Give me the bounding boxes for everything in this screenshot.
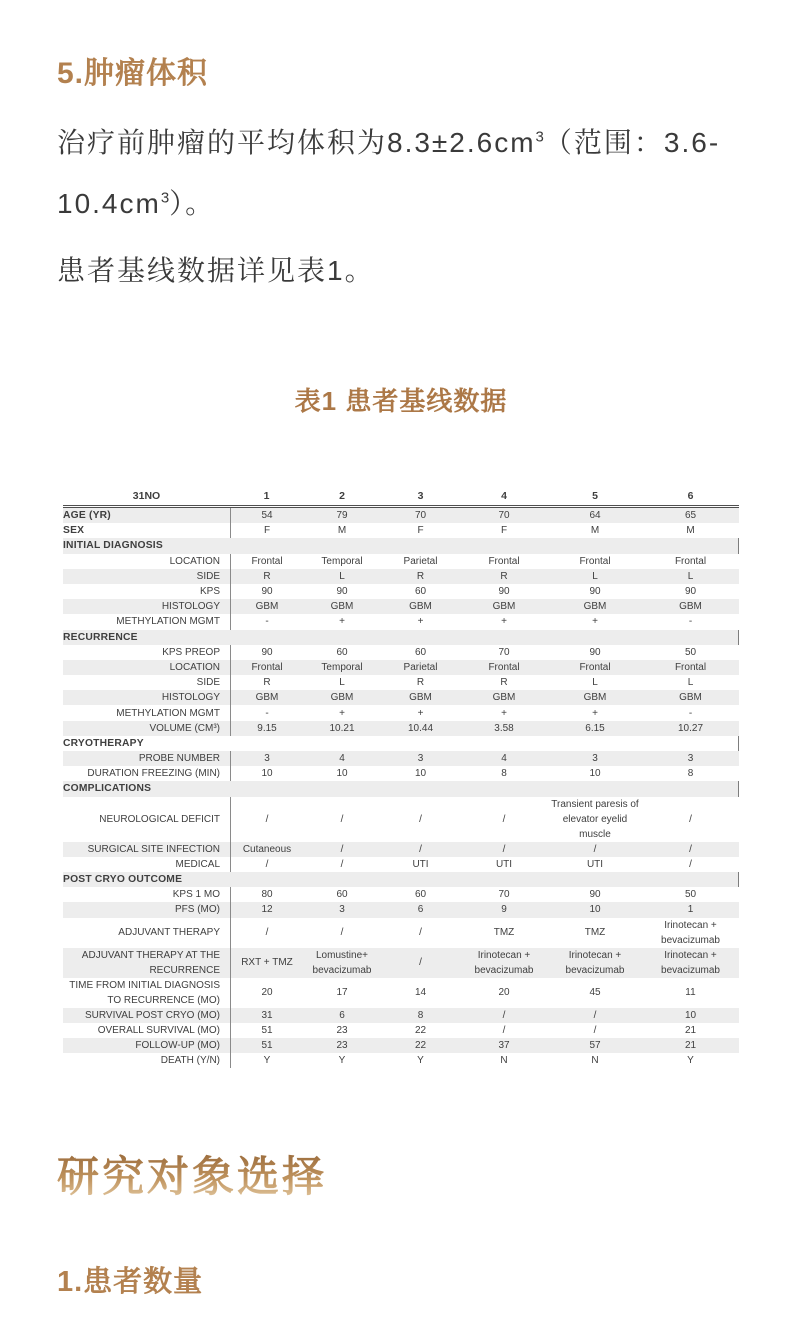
table-cell: 50 xyxy=(684,889,697,901)
table-cell: L xyxy=(687,570,694,582)
row-label: SURVIVAL POST CRYO (MO) xyxy=(84,1009,220,1021)
table-cell: / xyxy=(689,843,692,855)
table-cell: + xyxy=(339,616,345,628)
table-row xyxy=(63,736,739,751)
table-cell: 70 xyxy=(498,510,510,522)
table-cell: GBM xyxy=(679,692,702,704)
table-row xyxy=(63,857,739,872)
table-cell: / xyxy=(230,857,303,872)
table-cell: Frontal xyxy=(230,554,303,569)
row-label: AGE (YR) xyxy=(63,510,111,522)
paragraph-table-reference: 患者基线数据详见表1。 xyxy=(57,255,375,286)
table-cell: Frontal xyxy=(488,661,520,673)
table-cell: 22 xyxy=(414,1039,427,1051)
table-cell: 20 xyxy=(498,987,510,998)
table-cell: Y xyxy=(230,1053,303,1068)
table-cell: M xyxy=(337,525,347,537)
table-cell: Parietal xyxy=(403,661,438,673)
table-cell: 90 xyxy=(589,586,601,598)
table-row xyxy=(63,675,739,690)
table-row xyxy=(63,569,739,584)
table-cell: 90 xyxy=(230,584,303,599)
table-cell: 70 xyxy=(498,646,510,658)
row-label: HISTOLOGY xyxy=(161,692,220,704)
table-cell: GBM xyxy=(492,692,516,704)
table-row xyxy=(63,797,739,842)
table-cell: + xyxy=(417,616,424,628)
table-header-label: 31NO xyxy=(132,489,161,502)
table-cell: Irinotecan + bevacizumab xyxy=(661,919,720,946)
row-label: METHYLATION MGMT xyxy=(116,707,220,719)
row-label: SIDE xyxy=(196,570,220,582)
table-cell: 90 xyxy=(589,646,601,658)
table-row xyxy=(63,1008,739,1023)
row-label: SURGICAL SITE INFECTION xyxy=(87,843,220,855)
row-label: ADJUVANT THERAPY xyxy=(118,927,220,938)
table-cell: / xyxy=(419,927,422,938)
table-cell: 51 xyxy=(230,1023,303,1038)
table-cell: 60 xyxy=(336,646,348,658)
section-heading-patient-count: 1.患者数量 xyxy=(57,1266,204,1299)
table-cell: 22 xyxy=(414,1024,427,1036)
table-cell: / xyxy=(340,843,344,855)
row-label: ADJUVANT THERAPY AT THE RECURRENCE xyxy=(81,949,220,976)
table-cell: 3 xyxy=(687,753,694,765)
table-cell: 3 xyxy=(417,753,424,765)
table-cell: 14 xyxy=(414,987,427,998)
table-cell: R xyxy=(500,570,508,582)
table-cell: 10 xyxy=(589,904,601,916)
row-label: HISTOLOGY xyxy=(161,601,220,613)
column-header: 5 xyxy=(592,489,598,502)
table-cell: Frontal xyxy=(674,661,707,673)
table-cell: 9.15 xyxy=(230,721,303,736)
table-cell: 23 xyxy=(336,1039,348,1051)
table-cell: Temporal xyxy=(321,661,363,673)
row-label: FOLLOW-UP (MO) xyxy=(135,1039,220,1051)
table-cell: Frontal xyxy=(488,555,520,567)
table-cell: 70 xyxy=(498,889,510,901)
table-cell: Frontal xyxy=(230,660,303,675)
table-cell: GBM xyxy=(230,599,303,614)
table-cell: / xyxy=(689,813,692,825)
row-label: METHYLATION MGMT xyxy=(116,616,220,628)
table-cell: / xyxy=(502,1024,506,1036)
table-cell: Irinotecan + bevacizumab xyxy=(661,949,720,976)
row-label: POST CRYO OUTCOME xyxy=(63,874,183,886)
table-cell: L xyxy=(687,677,694,689)
row-label: COMPLICATIONS xyxy=(63,783,152,795)
table-cell: / xyxy=(593,843,597,855)
table-cell: 4 xyxy=(339,753,345,765)
table-cell: 37 xyxy=(498,1039,510,1051)
table-cell: R xyxy=(230,569,303,584)
table-row xyxy=(63,630,739,645)
table-cell: 64 xyxy=(589,510,601,522)
table-row xyxy=(63,584,739,599)
table-cell: - xyxy=(688,616,693,628)
paragraph-text: 治疗前肿瘤的平均体积为8.3±2.6cm xyxy=(57,127,536,158)
baseline-table xyxy=(63,487,739,1068)
row-label: KPS xyxy=(199,586,220,598)
table-row xyxy=(63,508,739,523)
table-cell: 60 xyxy=(414,586,427,598)
table-cell: Frontal xyxy=(579,661,611,673)
table-cell: 3 xyxy=(592,753,598,765)
table-cell: Irinotecan + bevacizumab xyxy=(474,949,534,976)
table-cell: - xyxy=(230,614,303,629)
table-cell: 50 xyxy=(684,646,697,658)
table-cell: 31 xyxy=(230,1008,303,1023)
column-header: 1 xyxy=(263,489,270,502)
table-cell: 8 xyxy=(687,768,694,780)
table-cell: 23 xyxy=(336,1024,348,1036)
column-header: 4 xyxy=(501,489,507,502)
table-row xyxy=(63,538,739,553)
table-cell: 45 xyxy=(589,987,601,998)
table-cell: GBM xyxy=(409,601,432,613)
table-cell: 54 xyxy=(230,508,303,523)
table-cell: 10 xyxy=(589,768,601,780)
table-cell: R xyxy=(416,677,425,689)
table-cell: 10.21 xyxy=(329,722,355,734)
table-row xyxy=(63,842,739,857)
row-label: OVERALL SURVIVAL (MO) xyxy=(97,1024,220,1036)
table-cell: UTI xyxy=(586,858,604,870)
table-cell: 20 xyxy=(230,978,303,1008)
row-label: SEX xyxy=(63,525,85,537)
superscript: 3 xyxy=(535,128,544,146)
table-cell: GBM xyxy=(330,601,354,613)
table-cell: GBM xyxy=(583,601,607,613)
chapter-heading-study-subject-selection: 研究对象选择 xyxy=(57,1152,745,1204)
table-cell: 90 xyxy=(336,586,348,598)
table-cell: + xyxy=(417,707,424,719)
table-cell: Frontal xyxy=(579,555,611,567)
table-cell: + xyxy=(592,616,598,628)
table-cell: 79 xyxy=(336,510,348,522)
table-cell: + xyxy=(592,707,598,719)
table-cell: TMZ xyxy=(584,927,606,938)
table-cell: 10 xyxy=(414,768,427,780)
table-cell: UTI xyxy=(412,858,429,870)
table-cell: / xyxy=(419,843,422,855)
table-cell: 60 xyxy=(414,889,427,901)
table-row xyxy=(63,918,739,948)
table-row xyxy=(63,978,739,1008)
table-cell: 51 xyxy=(230,1038,303,1053)
row-label: KPS PREOP xyxy=(162,646,220,658)
table-cell: F xyxy=(500,525,508,537)
table-cell: / xyxy=(502,843,506,855)
table-cell: 1 xyxy=(687,904,694,916)
row-label: DURATION FREEZING (MIN) xyxy=(87,768,220,780)
table-row xyxy=(63,645,739,660)
row-label: MEDICAL xyxy=(175,858,220,870)
table-row xyxy=(63,721,739,736)
table-cell: Parietal xyxy=(403,555,438,567)
table-cell: GBM xyxy=(230,690,303,705)
table-cell: M xyxy=(686,525,695,537)
row-label: PROBE NUMBER xyxy=(138,753,220,765)
table-cell: Y xyxy=(417,1055,424,1067)
table-row xyxy=(63,1023,739,1038)
table-row xyxy=(63,660,739,675)
table-cell: 10.44 xyxy=(407,722,434,734)
table-row xyxy=(63,690,739,705)
table-cell: 90 xyxy=(230,645,303,660)
table-cell: Lomustine+ bevacizumab xyxy=(312,949,372,976)
table-row xyxy=(63,1038,739,1053)
table-cell: N xyxy=(591,1055,599,1067)
table-cell: + xyxy=(501,707,507,719)
table-cell: 6 xyxy=(339,1009,345,1021)
row-label: LOCATION xyxy=(169,555,220,567)
table-row xyxy=(63,599,739,614)
row-label: SIDE xyxy=(196,677,220,689)
table-row xyxy=(63,781,739,796)
table-cell: 70 xyxy=(414,510,427,522)
table-cell: 90 xyxy=(498,586,510,598)
table-title: 表1 患者基线数据 xyxy=(294,386,508,416)
row-label: VOLUME (CM³) xyxy=(149,722,220,734)
table-cell: M xyxy=(590,525,600,537)
table-cell: 60 xyxy=(336,889,348,901)
table-row xyxy=(63,523,739,538)
table-cell: / xyxy=(230,797,303,842)
baseline-table-body xyxy=(63,508,739,1068)
table-cell: 21 xyxy=(684,1039,697,1051)
row-label: INITIAL DIAGNOSIS xyxy=(63,540,163,552)
table-cell: / xyxy=(593,1009,597,1021)
table-cell: 9 xyxy=(501,904,507,916)
table-cell: Y xyxy=(687,1055,694,1067)
table-cell: GBM xyxy=(679,601,702,613)
table-cell: 17 xyxy=(336,987,348,998)
table-cell: + xyxy=(501,616,507,628)
table-cell: Cutaneous xyxy=(230,842,303,857)
table-cell: 4 xyxy=(501,753,507,765)
table-cell: GBM xyxy=(409,692,432,704)
table-cell: 80 xyxy=(230,887,303,902)
table-cell: 21 xyxy=(684,1024,697,1036)
superscript: 3 xyxy=(160,189,170,207)
row-label: KPS 1 MO xyxy=(172,889,220,901)
table-cell: L xyxy=(592,570,598,582)
table-cell: 3.58 xyxy=(494,722,514,734)
table-cell: Transient paresis of elevator eyelid muscle xyxy=(551,798,639,840)
table-cell: / xyxy=(340,858,344,870)
column-header: 2 xyxy=(339,489,345,502)
table-cell: 3 xyxy=(230,751,303,766)
table-cell: 8 xyxy=(417,1009,424,1021)
table-row xyxy=(63,614,739,629)
table-cell: / xyxy=(502,813,506,825)
table-cell: 6.15 xyxy=(585,722,605,734)
table-cell: + xyxy=(339,707,345,719)
table-cell: / xyxy=(502,1009,506,1021)
column-header: 3 xyxy=(417,489,424,502)
table-cell: 10 xyxy=(684,1009,697,1021)
table-cell: L xyxy=(339,570,345,582)
table-row xyxy=(63,705,739,720)
table-cell: 12 xyxy=(230,902,303,917)
row-label: RECURRENCE xyxy=(63,631,138,643)
table-cell: 65 xyxy=(684,510,697,522)
table-cell: 3 xyxy=(339,904,345,916)
table-cell: / xyxy=(689,858,692,870)
table-row xyxy=(63,766,739,781)
paragraph-tumor-volume xyxy=(57,112,745,234)
table-row xyxy=(63,872,739,887)
row-label: CRYOTHERAPY xyxy=(63,737,144,749)
table-cell: RXT + TMZ xyxy=(230,948,303,978)
table-cell: GBM xyxy=(330,692,354,704)
table-cell: 10 xyxy=(230,766,303,781)
table-cell: Y xyxy=(338,1055,346,1067)
table-cell: GBM xyxy=(583,692,607,704)
table-row xyxy=(63,887,739,902)
table-cell: GBM xyxy=(492,601,516,613)
table-cell: / xyxy=(340,813,344,825)
table-cell: 90 xyxy=(684,586,697,598)
table-cell: Irinotecan + bevacizumab xyxy=(565,949,625,976)
table-row xyxy=(63,948,739,978)
table-cell: R xyxy=(416,570,425,582)
row-label: NEUROLOGICAL DEFICIT xyxy=(99,813,220,825)
table-cell: - xyxy=(230,705,303,720)
table-cell: 8 xyxy=(501,768,507,780)
table-cell: 10.27 xyxy=(677,722,704,734)
table-row xyxy=(63,902,739,917)
table-cell: R xyxy=(500,677,508,689)
row-label: LOCATION xyxy=(169,661,220,673)
table-cell: 60 xyxy=(414,646,427,658)
table-cell: 90 xyxy=(589,889,601,901)
table-cell: / xyxy=(419,957,422,968)
table-cell: F xyxy=(417,525,424,537)
table-cell: N xyxy=(500,1055,508,1067)
table-row xyxy=(63,1053,739,1068)
table-row xyxy=(63,554,739,569)
table-row xyxy=(63,751,739,766)
table-cell: - xyxy=(688,707,693,719)
table-cell: UTI xyxy=(495,858,513,870)
row-label: DEATH (Y/N) xyxy=(160,1055,220,1067)
table-cell: 11 xyxy=(685,987,696,998)
table-cell: / xyxy=(340,927,344,938)
table-cell: L xyxy=(339,677,345,689)
table-cell: F xyxy=(230,523,303,538)
table-cell: Temporal xyxy=(321,555,363,567)
row-label: TIME FROM INITIAL DIAGNOSIS TO RECURRENCE (MO) xyxy=(69,979,220,1006)
table-cell: 57 xyxy=(589,1039,601,1051)
section-heading-tumor-volume: 5.肿瘤体积 xyxy=(57,57,209,90)
row-label: PFS (MO) xyxy=(175,904,220,916)
column-header: 6 xyxy=(687,489,694,502)
paragraph-text: ）。 xyxy=(169,188,216,219)
table-cell: / xyxy=(593,1024,597,1036)
table-cell: TMZ xyxy=(493,927,515,938)
table-cell: 6 xyxy=(417,904,424,916)
paragraph-text: （范围：3.6-10.4cm xyxy=(57,127,721,219)
table-cell: R xyxy=(230,675,303,690)
table-cell: L xyxy=(592,677,598,689)
table-cell: 10 xyxy=(336,768,348,780)
table-cell: Frontal xyxy=(674,555,707,567)
table-cell: / xyxy=(230,918,303,948)
table-header-row xyxy=(63,487,739,508)
table-cell: / xyxy=(419,813,422,825)
